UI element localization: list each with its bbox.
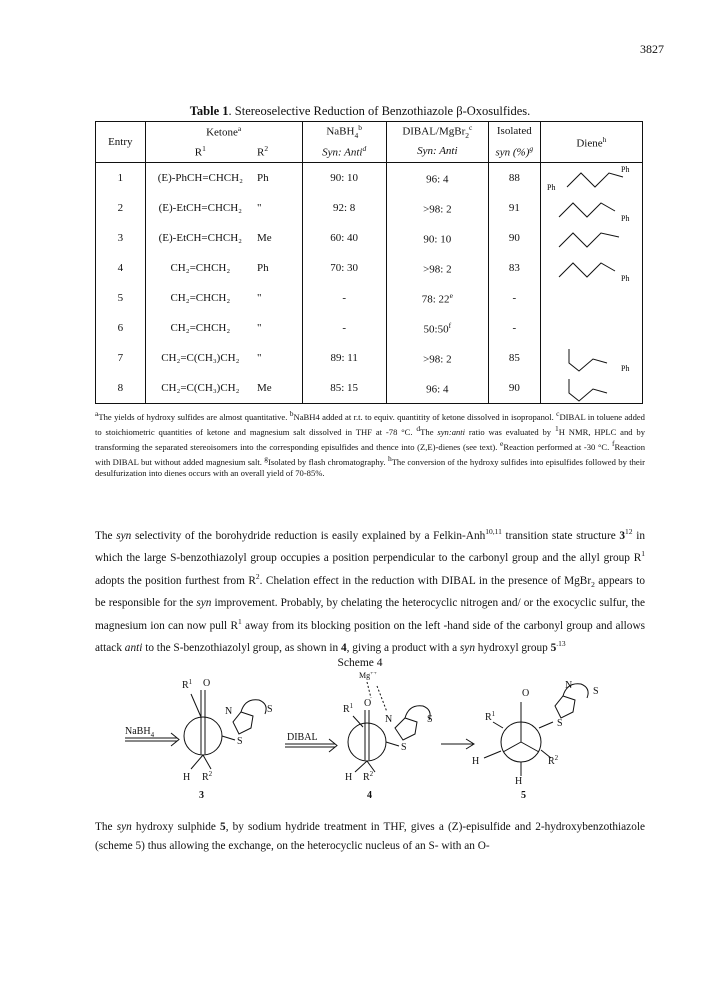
cell-diene: [540, 163, 642, 194]
label-s2-5: S: [593, 686, 599, 697]
cell-nabh4: 70: 30: [302, 253, 386, 283]
cell-dibal: 96: 4: [426, 383, 449, 396]
cell-diene: [540, 223, 642, 253]
cell-dibal: >98: 2: [423, 263, 452, 276]
diene-structure: [545, 253, 637, 283]
diene-structure: [545, 373, 637, 403]
table-footnotes: $^a$The yields of hydroxy sulfides are almost quantitative. $^b$NaBH4 added at r.t. to equiv. quantitity of ketone dissolved in isopropanol. $^c$DIBAL in toluene added to stoichiometric quantities of ketone and magnesium salt dissolved in THF at -78 °C. $^d$The syn:anti ratio was evaluated by $^1$H NMR, HPLC and by transforming the separated stereoisomers into the corresponding episulfides and thence into (Z,E)-dienes (see text). $^e$Reaction performed at -30 °C. $^f$Reaction with DIBAL but without added magnesium salt. $^g$Isolated by flash chromatography. $^h$The conversion of the hydroxy sulfides into episulfides followed by their desulfurization into dienes occurs with an overall yield of 70-85%.: [95, 409, 646, 479]
diene-structure: [545, 223, 637, 253]
cell-r2: Me: [257, 232, 272, 244]
diene-structure: [545, 193, 637, 223]
header-entry: Entry: [96, 122, 146, 163]
cell-nabh4: 92: 8: [302, 193, 386, 223]
cell-r1: CH₂=C(CH₃)CH₂: [145, 373, 255, 404]
compound-label-5: 5: [521, 790, 526, 801]
header-nabh4: NaBH: [326, 125, 355, 138]
cell-dibal: 90: 10: [423, 233, 452, 246]
cell-r2: Ph: [257, 262, 269, 274]
cell-r1: (E)-EtCH=CHCH₂: [158, 232, 243, 244]
cell-diene: [540, 283, 642, 313]
cell-r1: CH₂=CHCH₂: [170, 292, 231, 304]
cell-r1: (E)-PhCH=CHCH₂: [145, 163, 255, 194]
cell-entry: 6: [96, 313, 146, 343]
diene-right-label: Ph: [621, 364, 630, 373]
cell-dibal: >98: 2: [423, 353, 452, 366]
cell-dibal: 78: 22: [421, 293, 450, 306]
header-diene: Diene: [576, 137, 603, 150]
diene-right-label: Ph: [621, 214, 630, 223]
cell-nabh4: 89: 11: [302, 343, 386, 373]
cell-entry: 8: [96, 373, 146, 404]
cell-entry: 5: [96, 283, 146, 313]
label-r2-4: $R^2$: [363, 770, 374, 783]
compound-label-4: 4: [367, 790, 372, 801]
cell-nabh4: -: [302, 283, 386, 313]
cell-isolated: 88: [488, 163, 540, 194]
cell-r2: Ph: [255, 163, 302, 194]
label-s-3: S: [237, 736, 243, 747]
header-r1: R: [194, 146, 203, 159]
label-n-5: N: [565, 680, 573, 691]
scheme-title: Scheme 4: [337, 657, 383, 669]
header-isolated: Isolated: [488, 122, 540, 141]
label-o-3: O: [203, 678, 211, 689]
diene-right-label: Ph: [621, 274, 630, 283]
cell-isolated: -: [488, 283, 540, 313]
cell-entry: 4: [96, 253, 146, 283]
header-syn-anti-1: Syn: Anti: [322, 146, 363, 159]
label-o-4: O: [364, 698, 372, 709]
cell-diene: [540, 253, 642, 283]
label-n-4: N: [385, 714, 393, 725]
label-r1-5: $R^1$: [485, 710, 496, 723]
cell-nabh4: -: [302, 313, 386, 343]
table-row: [96, 343, 643, 373]
paragraph-2: The syn hydroxy sulphide 5, by sodium hydride treatment in THF, gives a (Z)-episulfide and 2-hydroxybenzothiazole (scheme 5) thus allowing the exchange, on the heterocyclic nucleus of an S- with an O-: [95, 821, 645, 852]
cell-entry: 1: [96, 163, 146, 194]
page-number: 3827: [640, 42, 664, 56]
results-table: Entry Ketone$^a$ NaBH$_4^b$ DIBAL/MgBr$_2^c$ Isolated Diene$^h$ $R^1$ $R^2$ Syn: Anti$^d$ Syn: Anti syn (%)$^g$ 1 (E)-PhCH=CHCH₂ Ph 90: 10 96: 4 88 Ph Ph 2 (E)-EtCH=CHCH₂ " 92: 8 >98: 2 91 Ph 3 (E)-EtCH=CHCH₂ Me 60: 40 90: 10 90 4 CH₂=CHCH₂ Ph 70: 30 >98: 2 83 Ph 5 CH₂=CHCH₂ " - 78: 22e - 6 CH₂=CHCH₂ " - 50:50$^f$ - 7 CH₂=C(CH₃)CH₂ " 89: 11 >98: 2 85 Ph 8 CH₂=C(CH₃)CH₂ Me 85: 15 96: 4 90: [95, 121, 643, 404]
cell-r1: CH₂=CHCH₂: [170, 322, 231, 334]
table-row: 5 CH₂=CHCH₂ " - 78: 22e -: [96, 283, 643, 313]
table-row: [96, 223, 643, 253]
diene-structure: [545, 343, 637, 373]
cell-r1: CH₂=CHCH₂: [170, 262, 231, 274]
scheme-4-diagram: [95, 672, 625, 804]
header-r2: R: [257, 146, 265, 159]
table-row: 6 CH₂=CHCH₂ " - 50:50$^f$ -: [96, 313, 643, 343]
reagent-dibal: DIBAL: [287, 732, 318, 743]
cell-entry: 3: [96, 223, 146, 253]
cell-isolated: 90: [488, 373, 540, 404]
cell-diene: [540, 313, 642, 343]
label-o-5: O: [522, 688, 530, 699]
table-row: [96, 193, 643, 223]
cell-diene: [540, 373, 642, 404]
cell-isolated: 91: [488, 193, 540, 223]
label-h-4: H: [345, 772, 353, 783]
cell-r2: ": [257, 352, 262, 364]
reagent-nabh4: NaBH$_4$: [125, 726, 155, 739]
table-row: [96, 373, 643, 404]
cell-entry: 2: [96, 193, 146, 223]
cell-isolated: 90: [488, 223, 540, 253]
cell-diene: [540, 193, 642, 223]
label-s-4: S: [401, 742, 407, 753]
header-syn-anti-2: Syn: Anti: [386, 140, 488, 163]
label-s2-4: S: [427, 714, 433, 725]
cell-entry: 7: [96, 343, 146, 373]
cell-isolated: 83: [488, 253, 540, 283]
diene-left-label: Ph: [547, 183, 556, 192]
cell-isolated: -: [488, 313, 540, 343]
cell-nabh4: 90: 10: [302, 163, 386, 194]
header-dibal: DIBAL/MgBr: [402, 125, 466, 138]
label-h2-5: H: [515, 776, 523, 787]
label-r1-3: $R^1$: [182, 678, 193, 691]
cell-r2: Me: [255, 373, 302, 404]
label-h-5: H: [472, 756, 480, 767]
table-row: [96, 163, 643, 194]
cell-nabh4: 85: 15: [302, 373, 386, 404]
header-ketone: Ketone: [206, 126, 238, 139]
cell-diene: [540, 343, 642, 373]
label-n-3: N: [225, 706, 233, 717]
diene-right-label: Ph: [621, 165, 630, 174]
cell-r2: ": [257, 322, 262, 334]
cell-dibal: 50:50: [423, 323, 449, 336]
table-title: Table 1. Stereoselective Reduction of Benzothiazole β-Oxosulfides.: [189, 104, 531, 118]
label-r2-5: $R^2$: [548, 754, 559, 767]
cell-r1: (E)-EtCH=CHCH₂: [158, 202, 243, 214]
label-s-5: S: [557, 718, 563, 729]
diene-structure: [545, 163, 637, 193]
label-h-3: H: [183, 772, 191, 783]
cell-r2: ": [257, 202, 262, 214]
table-row: [96, 253, 643, 283]
cell-r2: ": [257, 292, 262, 304]
label-mg: Mg++: [359, 672, 377, 680]
label-s2-3: S: [267, 704, 273, 715]
cell-isolated: 85: [488, 343, 540, 373]
cell-r1: CH₂=C(CH₃)CH₂: [161, 352, 240, 364]
cell-dibal: 96: 4: [426, 173, 449, 186]
header-syn-pct: syn (%): [495, 146, 530, 159]
cell-dibal: >98: 2: [423, 203, 452, 216]
cell-nabh4: 60: 40: [302, 223, 386, 253]
label-r2-3: $R^2$: [202, 770, 213, 783]
compound-label-3: 3: [199, 790, 204, 801]
paragraph-1: The syn selectivity of the borohydride reduction is easily explained by a Felkin-Anh$^{10,11}$ transition state structure $3^{12}$ in which the large S-benzothiazolyl group occupies a position perpendicular to the carbonyl group and the allyl group $R^1$ adopts the position furthest from $R^2$. Chelation effect in the reduction with DIBAL in the presence of MgBr$_2$ appears to be responsible for the syn improvement. Probably, by chelating the heterocyclic nitrogen and/ or the exocyclic sulfur, the magnesium ion can now pull $R^1$ away from its blocking position on the left -hand side of the carbonyl group and allows attack anti to the S-benzothiazolyl group, as shown in 4, giving a product with a syn hydroxyl group $5^{.13}$: [95, 527, 646, 654]
label-r1-4: $R^1$: [343, 702, 354, 715]
